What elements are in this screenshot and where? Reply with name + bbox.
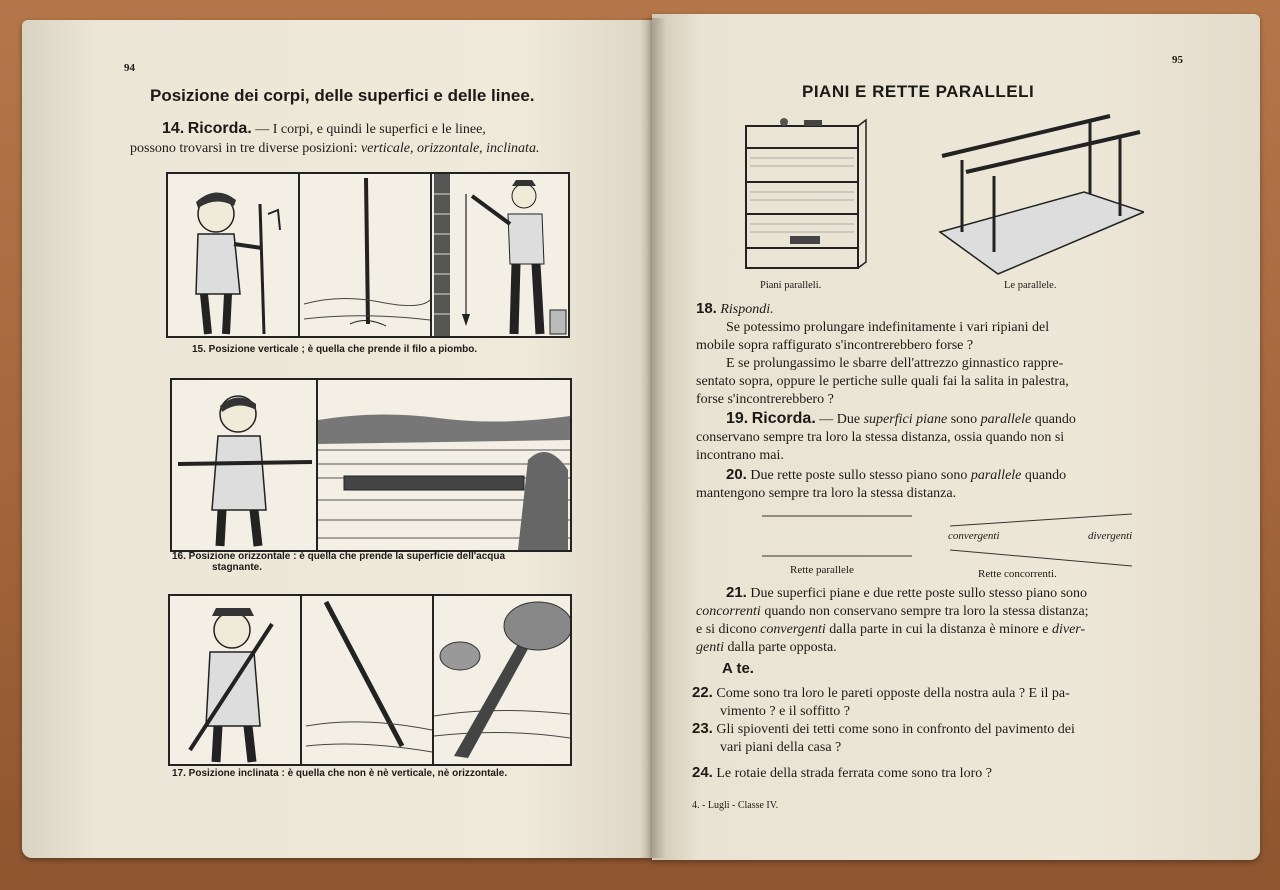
a-te-heading: A te. — [722, 660, 754, 677]
parallel-bars-illustration — [934, 112, 1144, 276]
q20-number: 20. — [726, 466, 747, 483]
lines-diagram — [752, 510, 1142, 570]
ricorda-14 — [162, 120, 632, 139]
q23-line-1: Gli spioventi dei tetti come sono in confronto del pavimento dei — [716, 722, 1075, 737]
vertical-pole-illustration — [300, 174, 434, 336]
caption-17: 17. Posizione inclinata : è quella che non è nè verticale, nè orizzontale. — [172, 768, 508, 779]
q22-line-1: Come sono tra loro le pareti opposte della nostra aula ? E il pa- — [716, 686, 1070, 701]
fig15-boy-panel — [166, 172, 304, 338]
ricorda-14-text-1: — I corpi, e quindi le superfici e le linee, — [255, 122, 486, 137]
q22-block — [692, 684, 1242, 721]
q18-line-5: forse s'incontrerebbero ? — [696, 392, 834, 407]
q18-line-1: Se potessimo prolungare indefinitamente i vari ripiani del — [726, 320, 1050, 335]
inclined-pole-illustration — [302, 596, 436, 764]
q18-number: 18. — [696, 300, 717, 317]
q20-text-b: quando — [1024, 468, 1067, 483]
fig17-boy-panel — [168, 594, 306, 766]
q19-number: 19. — [726, 410, 749, 427]
left-page-number: 94 — [124, 62, 135, 74]
q21-line-2-rest: quando non conservano sempre tra loro la stessa distanza; — [764, 604, 1089, 619]
label-piani-paralleli: Piani paralleli. — [760, 280, 822, 291]
q21-block — [696, 584, 1236, 657]
book-gutter — [640, 18, 666, 858]
label-rette-parallele: Rette parallele — [790, 564, 854, 576]
right-page-number: 95 — [1172, 54, 1183, 66]
q22-number: 22. — [692, 684, 713, 701]
ricorda-14-italic: verticale, orizzontale, inclinata. — [360, 141, 540, 156]
q18-label: Rispondi. — [720, 302, 774, 317]
q21-line-4-italic: genti — [696, 640, 724, 655]
q21-line-3-start: e si dicono — [696, 622, 757, 637]
fig17-tree-panel — [432, 594, 572, 766]
q23-block — [692, 720, 1242, 757]
q19-line-3: incontrano mai. — [696, 448, 784, 463]
q21-line-3-italic: convergenti — [760, 622, 826, 637]
q19-text-a: — Due — [819, 412, 861, 427]
page-footer: 4. - Lugli - Classe IV. — [692, 800, 779, 811]
ricorda-14-text-2: possono trovarsi in tre diverse posizioni: — [130, 141, 358, 156]
q19-text-c: quando — [1034, 412, 1076, 427]
q19-italic-b: parallele — [980, 412, 1032, 427]
right-page — [652, 14, 1260, 860]
q21-line-2-italic: concorrenti — [696, 604, 761, 619]
q24-line-1: Le rotaie della strada ferrata come sono tra loro ? — [716, 766, 992, 781]
fig17-pole-panel — [300, 594, 438, 766]
leaning-tree-illustration — [434, 596, 570, 764]
label-convergenti: convergenti — [948, 530, 1000, 542]
boy-with-stick-illustration — [168, 174, 302, 336]
q22-line-2: vimento ? e il soffitto ? — [720, 704, 850, 719]
q21-line-3-mid: dalla parte in cui la distanza è minore e — [829, 622, 1049, 637]
q18-line-4: sentato sopra, oppure le pertiche sulle quali fai la salita in palestra, — [696, 374, 1069, 389]
q24-block — [692, 764, 1242, 783]
q21-number: 21. — [726, 584, 747, 601]
caption-15: 15. Posizione verticale ; è quella che prende il filo a piombo. — [192, 344, 478, 355]
left-page-title: Posizione dei corpi, delle superfici e delle linee. — [150, 86, 535, 105]
q18-line-2: mobile sopra raffigurato s'incontrerebbero forse ? — [696, 338, 974, 353]
fig15-plumb-panel — [430, 172, 570, 338]
caption-16-line-1: 16. Posizione orizzontale : è quella che prende la superficie dell'acqua — [172, 551, 506, 562]
q24-number: 24. — [692, 764, 713, 781]
label-le-parallele: Le parallele. — [1004, 280, 1057, 291]
q20-line-2: mantengono sempre tra loro la stessa distanza. — [696, 486, 957, 501]
caption-16-line-2: stagnante. — [212, 562, 263, 573]
ricorda-14-label: Ricorda. — [187, 120, 252, 137]
boy-holding-stick-horizontal — [172, 380, 320, 550]
label-divergenti: divergenti — [1088, 530, 1133, 542]
q23-line-2: vari piani della casa ? — [720, 740, 842, 755]
caption-16 — [172, 551, 642, 573]
ricorda-14-line-2 — [130, 140, 650, 158]
q19-line-2: conservano sempre tra loro la stessa distanza, ossia quando non si — [696, 430, 1065, 445]
q21-line-1: Due superfici piane e due rette poste sullo stesso piano sono — [750, 586, 1088, 601]
plumb-line-illustration — [432, 174, 568, 336]
q19-text-b: sono — [950, 412, 978, 427]
q20-block — [696, 466, 1236, 503]
shelves-illustration — [740, 118, 870, 280]
q20-text-a: Due rette poste sullo stesso piano sono — [750, 468, 968, 483]
q21-line-4-rest: dalla parte opposta. — [727, 640, 837, 655]
q19-italic-a: superfici piane — [863, 412, 948, 427]
q21-line-3-italic-2: diver- — [1051, 622, 1086, 637]
stagnant-water-illustration — [318, 380, 570, 550]
q19-block — [696, 410, 1236, 465]
q18-block — [696, 300, 1236, 409]
right-page-title: PIANI E RETTE PARALLELI — [802, 82, 1035, 101]
boy-holding-stick-inclined — [170, 596, 304, 764]
fig16-water-panel — [316, 378, 572, 552]
ricorda-14-number: 14. — [162, 120, 185, 137]
fig16-boy-panel — [170, 378, 322, 552]
q23-number: 23. — [692, 720, 713, 737]
label-rette-concorrenti: Rette concorrenti. — [978, 568, 1057, 580]
q18-line-3: E se prolungassimo le sbarre dell'attrezzo ginnastico rappre- — [726, 356, 1064, 371]
fig15-pole-panel — [298, 172, 436, 338]
q19-label: Ricorda. — [751, 410, 816, 427]
left-page — [22, 20, 654, 858]
q20-italic: parallele — [970, 468, 1022, 483]
